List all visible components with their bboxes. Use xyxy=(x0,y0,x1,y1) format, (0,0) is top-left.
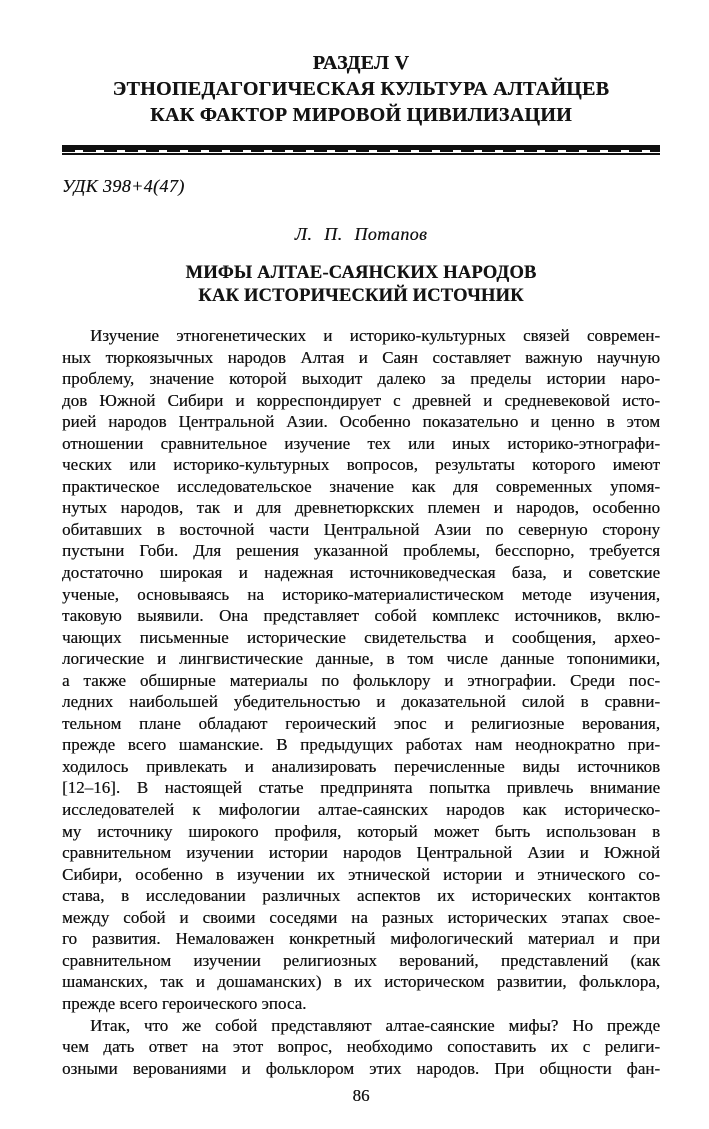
article-title-line-1: МИФЫ АЛТАЕ-САЯНСКИХ НАРОДОВ xyxy=(185,263,537,283)
text-line: пустыни Гоби. Для решения указанной проблемы, бесспорно, требуется xyxy=(62,541,660,561)
text-line: а также обширные материалы по фольклору и этнографии. Среди пос- xyxy=(62,670,660,690)
section-header xyxy=(62,50,660,128)
divider-dashed-line xyxy=(62,150,660,152)
text-line: става, в исследовании различных аспектов их исторических контактов xyxy=(62,886,660,906)
text-line: дов Южной Сибири и корреспондирует с древней и средневековой исто- xyxy=(62,390,660,410)
text-line: чем дать ответ на этот вопрос, необходимо сопоставить их с религи- xyxy=(62,1037,660,1057)
text-line: ученые, основываясь на историко-материалистическом методе изучения, xyxy=(62,584,660,604)
divider-thin-line xyxy=(62,153,660,155)
section-title-line-1: ЭТНОПЕДАГОГИЧЕСКАЯ КУЛЬТУРА АЛТАЙЦЕВ xyxy=(112,78,610,100)
text-line: практическое исследовательское значение как для современных упомя- xyxy=(62,476,660,496)
section-title-line-2: КАК ФАКТОР МИРОВОЙ ЦИВИЛИЗАЦИИ xyxy=(150,104,572,126)
text-line: сравнительном изучении истории народов Центральной Азии и Южной xyxy=(62,843,660,863)
text-line: сравнительном изучении религиозных верований, представлений (как xyxy=(62,950,660,970)
page-number: 86 xyxy=(352,1086,370,1106)
text-line: отношении сравнительное изучение тех или иных историко-этнографи- xyxy=(62,433,660,453)
text-line: ных тюркоязычных народов Алтая и Саян составляет важную научную xyxy=(62,347,660,367)
text-line: тельном плане обладают героический эпос и религиозные верования, xyxy=(62,713,660,733)
udc-classification: УДК 398+4(47) xyxy=(62,176,185,196)
text-line: шаманских, так и дошаманских) в их историческом развитии, фольклора, xyxy=(62,972,660,992)
text-line: ческих или историко-культурных вопросов, результаты которого имеют xyxy=(62,455,660,475)
text-line: го развития. Немаловажен конкретный мифологический материал и при xyxy=(62,929,660,949)
text-line: логические и лингвистические данные, в том числе данные топонимики, xyxy=(62,649,660,669)
paragraph xyxy=(62,1015,660,1080)
text-line: му источнику широкого профиля, который может быть использован в xyxy=(62,821,660,841)
text-line: между собой и своими соседями на разных исторических этапах свое- xyxy=(62,907,660,927)
text-line: Изучение этногенетических и историко-культурных связей современ- xyxy=(90,326,660,345)
text-line: обитавших в восточной части Центральной Азии по северную сторону xyxy=(62,519,660,539)
text-line: достаточно широкая и надежная источниковедческая база, и советские xyxy=(62,563,660,583)
text-line: нутых народов, так и для древнетюркских племен и народов, особенно xyxy=(62,498,660,518)
text-line: чающих письменные исторические свидетельства и сообщения, архео- xyxy=(62,627,660,647)
text-line: прежде всего героического эпоса. xyxy=(62,993,307,1013)
text-line: таковую выявили. Она представляет собой комплекс источников, вклю- xyxy=(62,606,660,626)
section-divider-rule xyxy=(62,145,660,155)
article-author: Л. П. Потапов xyxy=(294,224,428,244)
text-line: Сибири, особенно в изучении их этнической истории и этнического со- xyxy=(62,864,660,884)
text-line: исследователей к мифологии алтае-саянских народов как историческо- xyxy=(62,800,660,820)
paragraph xyxy=(62,325,660,1015)
text-line: проблему, значение которой выходит далеко за пределы истории наро- xyxy=(62,369,660,389)
section-number: РАЗДЕЛ V xyxy=(312,52,410,74)
article-title-line-2: КАК ИСТОРИЧЕСКИЙ ИСТОЧНИК xyxy=(198,286,524,306)
body-text xyxy=(62,325,660,1079)
text-line: прежде всего шаманские. В предыдущих работах нам неоднократно при- xyxy=(62,735,660,755)
text-line: озными верованиями и фольклором этих народов. При общности фан- xyxy=(62,1058,660,1078)
text-line: [12–16]. В настоящей статье предпринята попытка привлечь внимание xyxy=(62,778,660,798)
text-line: Итак, что же собой представляют алтае-саянские мифы? Но прежде xyxy=(90,1015,660,1035)
text-line: ходилось привлекать и анализировать перечисленные виды источников xyxy=(62,756,660,776)
article-title xyxy=(62,262,660,308)
text-line: ледних наибольшей убедительностью и доказательной силой в сравни- xyxy=(62,692,660,712)
text-line: рией народов Центральной Азии. Особенно показательно и ценно в этом xyxy=(62,412,660,432)
